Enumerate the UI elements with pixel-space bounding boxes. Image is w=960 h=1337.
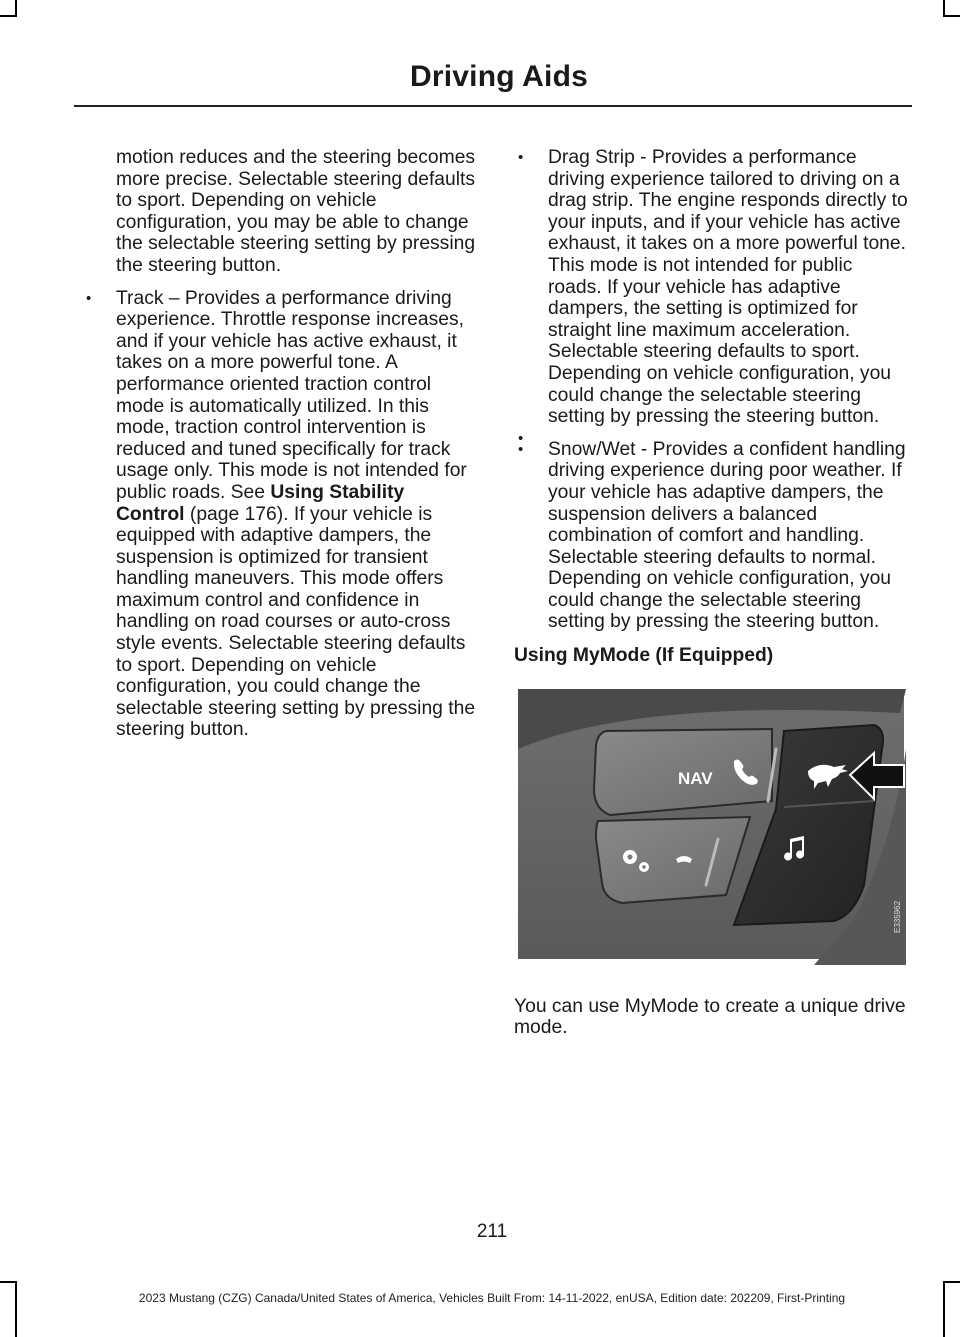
crop-mark-top-right-h	[943, 15, 960, 17]
drive-mode-list-left	[116, 288, 476, 741]
continuation-paragraph: motion reduces and the steering becomes more precise. Selectable steering defaults to sport. Depending on vehicle configuration, you may be able to change the selectable steering setting by pressing the steering button.	[116, 147, 476, 276]
section-title: Driving Aids	[410, 60, 588, 93]
track-mode-item	[116, 288, 476, 741]
nav-label: NAV	[678, 768, 713, 788]
crop-mark-bottom-right-h	[943, 1281, 960, 1283]
mymode-caption: You can use MyMode to create a unique drive mode.	[514, 995, 906, 1039]
track-text-part2: (page 176). If your vehicle is equipped with adaptive dampers, the suspension is optimized for transient handling maneuvers. This mode offers maximum control and confidence in handling on road courses or auto-cross style events. Selectable steering defaults to sport. Depending on vehicle configuration, you could change the selectable steering setting by pressing the steering button.	[116, 503, 476, 741]
left-column	[116, 147, 476, 741]
page-number: 211	[476, 1221, 508, 1242]
drag-strip-mode-item: • Drag Strip - Provides a performance driving experience tailored to driving on a drag strip. The engine responds directly to your inputs, and if your vehicle has active exhaust, it takes on a more powerful tone. This mode is not intended for public roads. If your vehicle has adaptive dampers, the setting is optimized for straight line maximum acceleration. Selectable steering defaults to sport. Depending on vehicle configuration, you could change the selectable steering setting by pressing the steering button.	[514, 147, 909, 428]
crop-mark-top-left-h	[0, 15, 17, 17]
crop-mark-bottom-right	[943, 1281, 945, 1337]
right-column	[514, 147, 909, 1039]
track-text-part1: Track – Provides a performance driving experience. Throttle response increases, and if your vehicle has active exhaust, it takes on a more powerful tone. A performance oriented traction control mode is automatically utilized. In this mode, traction control intervention is reduced and tuned specifically for track usage only. This mode is not intended for public roads. See	[116, 287, 467, 503]
settings-hangup-button	[596, 817, 750, 903]
stability-control-link[interactable]: Using Stability Control	[116, 481, 405, 525]
snow-wet-mode-item: • Snow/Wet - Provides a confident handling driving experience during poor weather. If your vehicle has adaptive dampers, the suspension delivers a balanced combination of comfort and handling. Selectable steering defaults to normal. Depending on vehicle configuration, you could change the selectable steering setting by pressing the steering button.	[514, 439, 909, 633]
steering-wheel-figure	[514, 689, 906, 965]
page-footer: 2023 Mustang (CZG) Canada/United States of America, Vehicles Built From: 14-11-2022, enUSA, Edition date: 202209, First-Printing	[138, 1291, 846, 1305]
drive-mode-list-right	[514, 147, 909, 633]
crop-mark-bottom-left-h	[0, 1281, 17, 1283]
header-divider	[74, 105, 912, 107]
steering-wheel-illustration	[514, 689, 906, 965]
figure-code: E335962	[893, 900, 902, 933]
mymode-heading: Using MyMode (If Equipped)	[514, 645, 774, 667]
crop-mark-bottom-left	[15, 1281, 17, 1337]
